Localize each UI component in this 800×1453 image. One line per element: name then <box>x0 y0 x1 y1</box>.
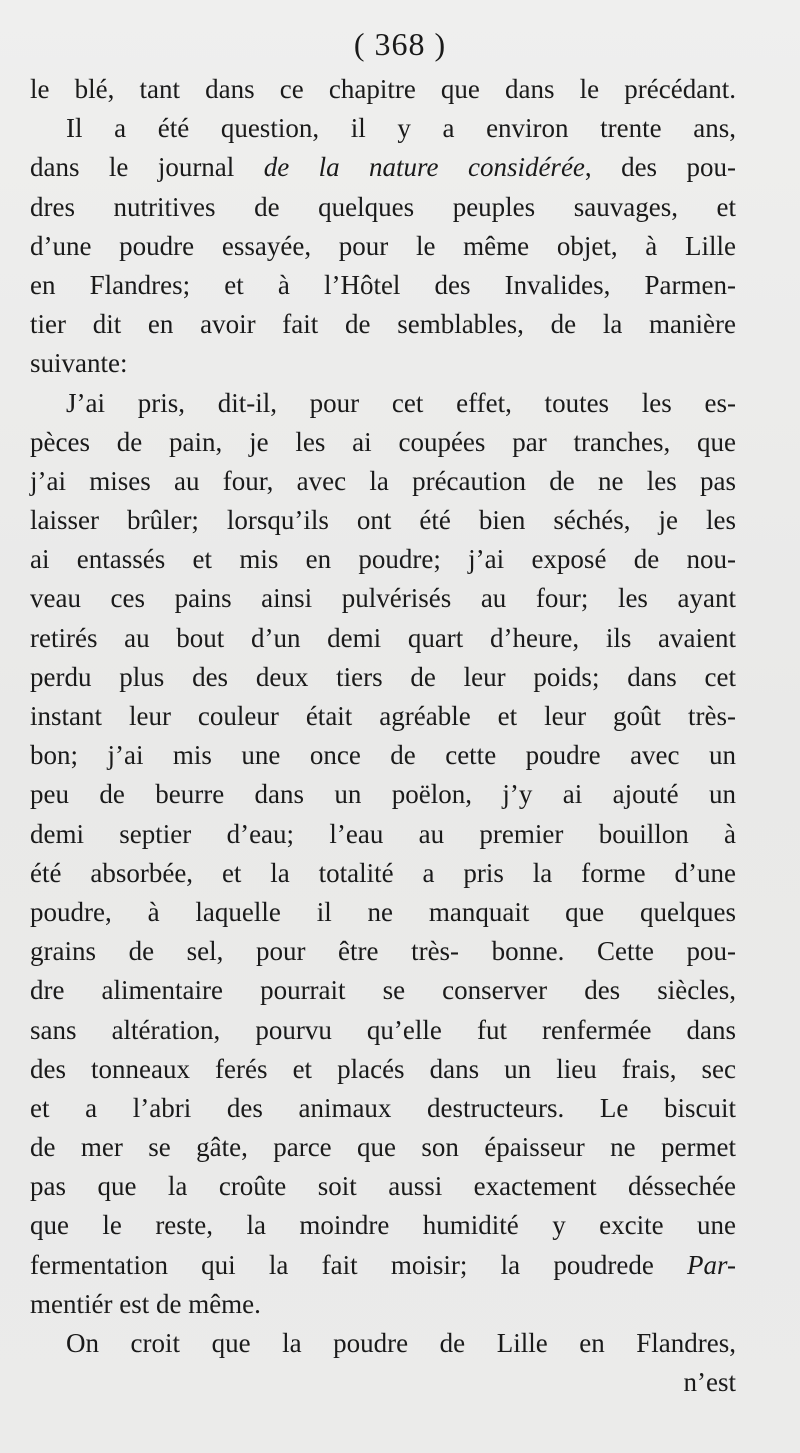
text-segment: , des pou- <box>584 152 736 183</box>
text-line <box>30 148 736 187</box>
text-line: des tonneaux ferés et placés dans un lieu frais, sec <box>30 1053 736 1084</box>
text-line: dres nutritives de quelques peuples sauvages, et <box>30 191 736 222</box>
text-line: suivante: <box>30 348 128 379</box>
text-line: que le reste, la moindre humidité y excite une <box>30 1210 736 1241</box>
text-line: le blé, tant dans ce chapitre que dans le précédant. <box>30 74 736 104</box>
text-line: en Flandres; et à l’Hôtel des Invalides, Parmen- <box>30 269 736 300</box>
text-line: laisser brûler; lorsqu’ils ont été bien séchés, je les <box>30 505 736 536</box>
text-line: tier dit en avoir fait de semblables, de la manière <box>30 309 736 340</box>
text-line: d’une poudre essayée, pour le même objet, à Lille <box>30 230 736 261</box>
text-line: perdu plus des deux tiers de leur poids; dans cet <box>30 661 736 692</box>
text-line: J’ai pris, dit-il, pour cet effet, toutes les es- <box>66 387 736 418</box>
text-line: sans altération, pourvu qu’elle fut renfermée dans <box>30 1014 736 1045</box>
text-line: demi septier d’eau; l’eau au premier bouillon à <box>30 818 736 849</box>
text-line: instant leur couleur était agréable et leur goût très- <box>30 701 736 731</box>
text-segment: dans le journal <box>30 152 264 183</box>
text-line: j’ai mises au four, avec la précaution de ne les pas <box>30 465 736 496</box>
text-line: On croit que la poudre de Lille en Flandres, <box>66 1328 736 1358</box>
text-line: Il a été question, il y a environ trente ans, <box>66 113 736 144</box>
italic-title: de la nature considérée <box>263 152 585 183</box>
italic-title: Par- <box>687 1249 736 1280</box>
text-line: de mer se gâte, parce que son épaisseur ne permet <box>30 1132 736 1163</box>
text-line: poudre, à laquelle il ne manquait que quelques <box>30 896 736 927</box>
text-line: et a l’abri des animaux destructeurs. Le biscuit <box>30 1092 736 1123</box>
text-line <box>30 1246 736 1285</box>
text-line: retirés au bout d’un demi quart d’heure, ils avaient <box>30 622 736 653</box>
text-line: ai entassés et mis en poudre; j’ai exposé de nou- <box>30 544 736 575</box>
body-text <box>30 70 736 1402</box>
text-line: pèces de pain, je les ai coupées par tranches, que <box>30 426 736 457</box>
text-line: peu de beurre dans un poëlon, j’y ai ajouté un <box>30 779 736 810</box>
text-segment: fermentation qui la fait moisir; la poudrede <box>30 1249 688 1280</box>
text-line: mentiér est de même. <box>30 1288 261 1319</box>
text-line: veau ces pains ainsi pulvérisés au four; les ayant <box>30 583 736 614</box>
text-line: pas que la croûte soit aussi exactement déssechée <box>30 1171 736 1202</box>
text-line: dre alimentaire pourrait se conserver des siècles, <box>30 975 736 1006</box>
page-number: ( 368 ) <box>353 26 447 62</box>
text-line: grains de sel, pour être très- bonne. Cette pou- <box>30 936 736 967</box>
text-line: été absorbée, et la totalité a pris la forme d’une <box>30 857 736 888</box>
text-line: bon; j’ai mis une once de cette poudre avec un <box>30 740 736 771</box>
text-line: n’est <box>683 1367 736 1398</box>
